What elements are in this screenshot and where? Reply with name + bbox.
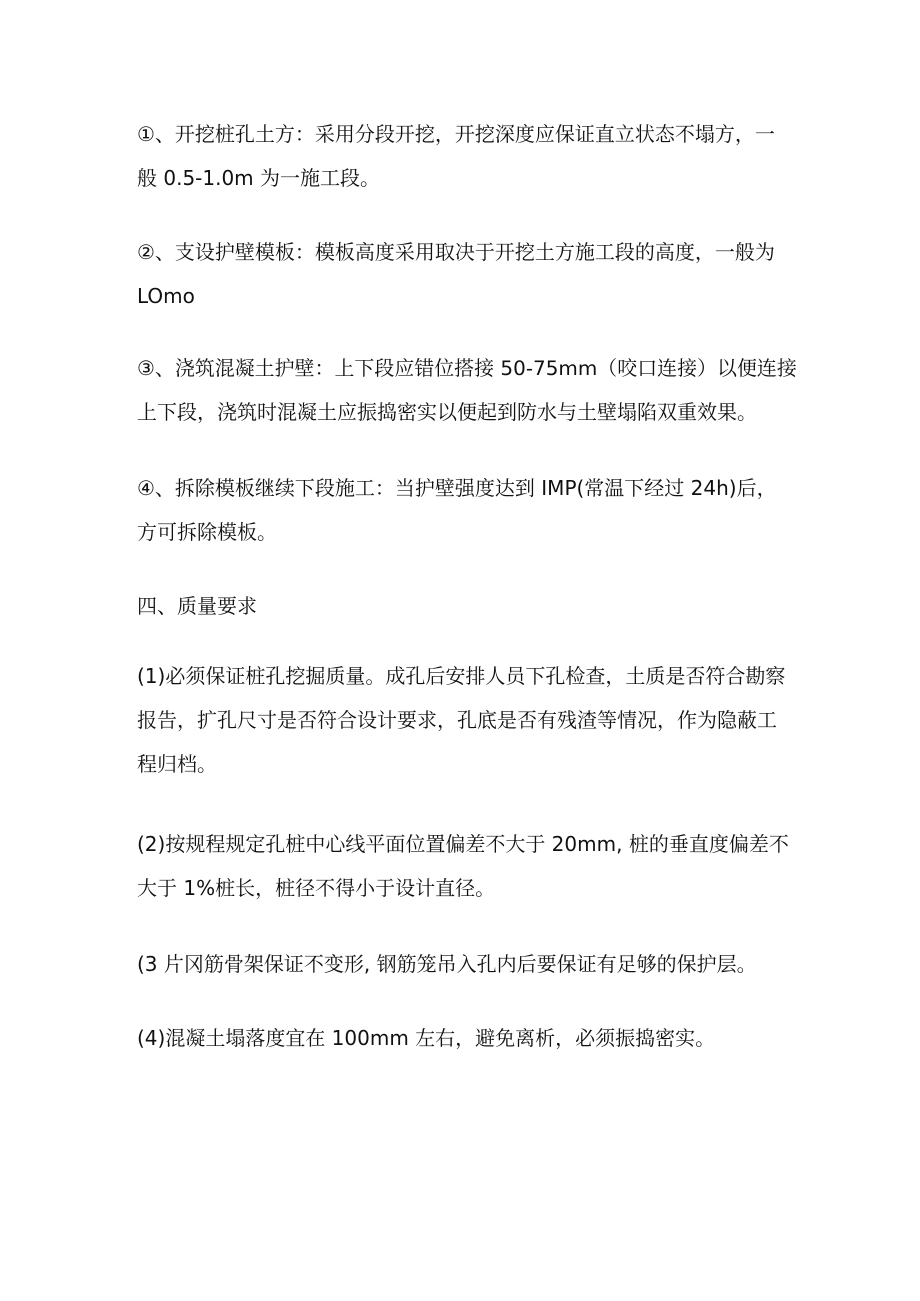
section-heading-quality	[137, 584, 787, 628]
text-line: (3 片冈筋骨架保证不变形, 钢筋笼吊入孔内后要保证有足够的保护层。	[137, 952, 757, 976]
text-line: 般 0.5-1.0m 为一施工段。	[137, 166, 381, 190]
paragraph-requirement-3	[137, 942, 787, 986]
text-line: ②、支设护壁模板：模板高度采用取决于开挖土方施工段的高度，一般为	[137, 240, 775, 264]
text-line: ③、浇筑混凝土护壁：上下段应错位搭接 50-75mm（咬口连接）以便连接	[137, 356, 797, 380]
text-line: 大于 1%桩长，桩径不得小于设计直径。	[137, 876, 496, 900]
paragraph-step-2	[137, 230, 787, 318]
text-line: 方可拆除模板。	[137, 520, 277, 544]
paragraph-step-1	[137, 112, 787, 200]
paragraph-requirement-1	[137, 654, 787, 786]
paragraph-requirement-2	[137, 822, 787, 910]
text-line: ④、拆除模板继续下段施工：当护壁强度达到 IMP(常温下经过 24h)后，	[137, 476, 777, 500]
text-line: 报告，扩孔尺寸是否符合设计要求，孔底是否有残渣等情况，作为隐蔽工	[137, 708, 777, 732]
text-line: (4)混凝土塌落度宜在 100mm 左右，避免离析，必须振捣密实。	[137, 1026, 716, 1050]
text-line: LOmo	[137, 284, 195, 308]
text-line: (1)必须保证桩孔挖掘质量。成孔后安排人员下孔检查，土质是否符合勘察	[137, 664, 786, 688]
text-line: ①、开挖桩孔土方：采用分段开挖，开挖深度应保证直立状态不塌方，一	[137, 122, 775, 146]
text-line: 上下段，浇筑时混凝土应振捣密实以便起到防水与土壁塌陷双重效果。	[137, 400, 757, 424]
paragraph-requirement-4	[137, 1016, 787, 1060]
text-line: (2)按规程规定孔桩中心线平面位置偏差不大于 20mm, 桩的垂直度偏差不	[137, 832, 789, 856]
paragraph-step-4	[137, 466, 787, 554]
text-line: 程归档。	[137, 752, 217, 776]
text-line: 四、质量要求	[137, 594, 257, 618]
paragraph-step-3	[137, 346, 797, 434]
